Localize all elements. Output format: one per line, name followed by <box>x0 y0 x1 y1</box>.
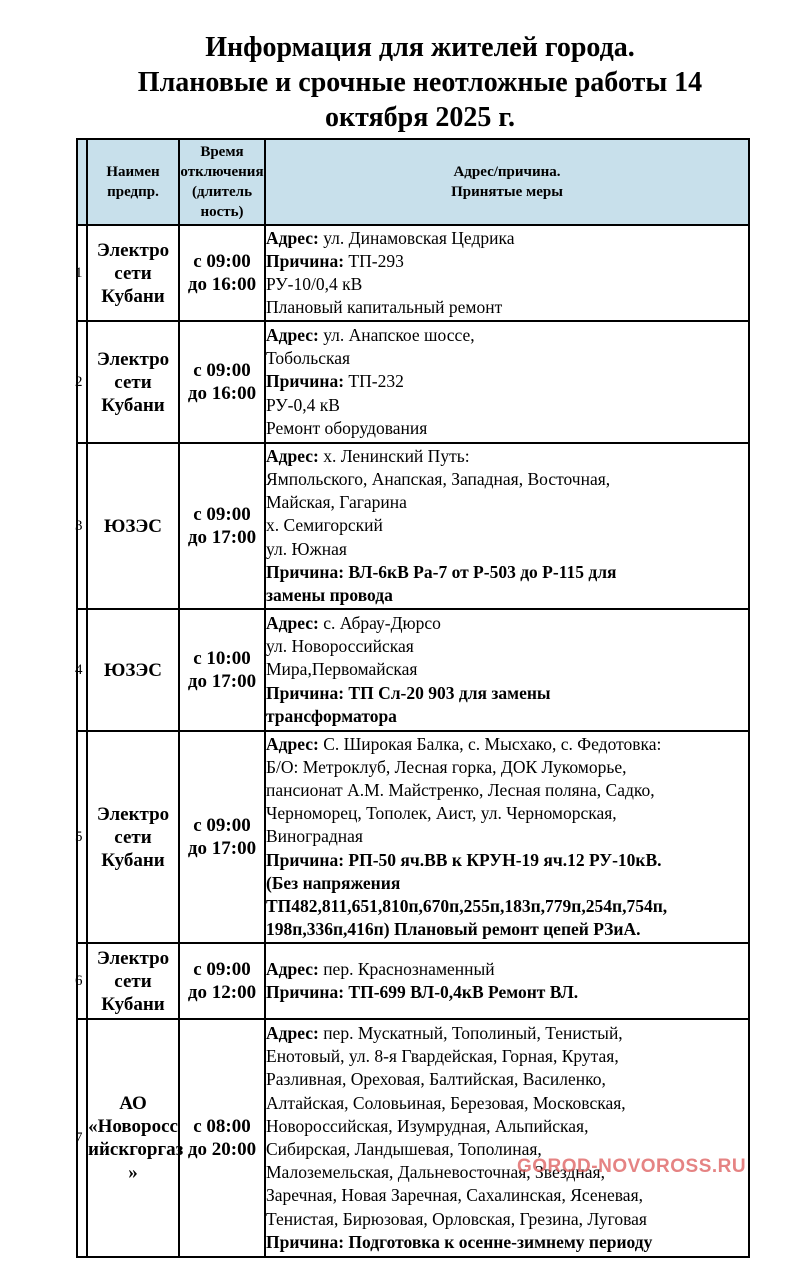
organization-name-line: Кубани <box>101 849 165 871</box>
reason-text: ТП-293 <box>348 250 404 271</box>
address-line <box>266 1092 748 1115</box>
time-to: до 17:00 <box>187 838 257 859</box>
address-line <box>266 227 748 250</box>
time-to: до 16:00 <box>187 383 257 404</box>
title-line-3: октября 2025 г. <box>325 102 515 133</box>
header-address <box>265 139 749 225</box>
reason-text: трансформатора <box>266 705 397 726</box>
reason-line <box>266 682 748 705</box>
header-time-line: (длитель <box>191 184 252 200</box>
reason-text: замены провода <box>266 585 393 605</box>
address-cell <box>265 443 749 609</box>
time-from: с 08:00 <box>193 1116 251 1137</box>
address-text: с. Абрау-Дюрсо <box>323 612 441 633</box>
address-line <box>266 491 748 514</box>
address-cell <box>265 731 749 943</box>
organization-cell <box>87 1019 184 1257</box>
time-from: с 09:00 <box>193 504 251 525</box>
organization-name-line: » <box>128 1162 138 1183</box>
table-body <box>77 225 749 1257</box>
reason-line <box>266 561 748 584</box>
time-from: с 09:00 <box>193 251 251 272</box>
address-line <box>266 468 748 491</box>
time-cell <box>179 321 265 443</box>
address-text: Б/О: Метроклуб, Лесная горка, ДОК Лукоморье, <box>266 756 627 777</box>
address-text: ул. Анапское шоссе, <box>323 324 475 345</box>
reason-line <box>266 1231 748 1254</box>
organization-name-line: Электро <box>96 239 170 261</box>
table-row <box>77 1019 749 1257</box>
address-line <box>266 1022 748 1045</box>
organization-name-line: Электро <box>96 348 170 370</box>
reason-label: Причина: <box>266 250 345 271</box>
address-text: пер. Мускатный, Тополиный, Тенистый, <box>323 1022 623 1043</box>
address-text: ул. Динамовская Цедрика <box>323 227 515 248</box>
address-line <box>266 658 748 681</box>
row-number-text: 7 <box>75 1129 83 1146</box>
table-row <box>77 443 749 609</box>
time-to: до 16:00 <box>187 274 257 295</box>
organization-name-line: Кубани <box>101 993 165 1015</box>
row-number-text: 3 <box>75 517 83 534</box>
organization-cell <box>87 321 179 443</box>
organization-name-line: АО <box>119 1093 147 1114</box>
address-text: пансионат А.М. Майстренко, Лесная поляна, Садко, <box>266 779 655 800</box>
time-cell <box>179 225 265 321</box>
reason-line <box>266 584 748 607</box>
header-org-line: Наимен <box>106 164 160 180</box>
reason-line <box>266 918 748 941</box>
reason-line <box>266 895 748 918</box>
reason-label: Причина: <box>266 982 345 1002</box>
address-label: Адрес: <box>266 612 319 633</box>
header-address-line: Принятые меры <box>451 184 563 200</box>
time-to: до 17:00 <box>187 527 257 548</box>
reason-line <box>266 981 748 1004</box>
address-cell <box>265 609 749 731</box>
time-to: до 17:00 <box>187 671 257 692</box>
address-line <box>266 779 748 802</box>
reason-text: ТП Сл-20 903 для замены <box>348 682 551 703</box>
header-num <box>77 139 87 225</box>
address-line <box>266 514 748 537</box>
address-line <box>266 958 748 981</box>
address-cell <box>265 943 749 1019</box>
reason-text: ТП-699 ВЛ-0,4кВ Ремонт ВЛ. <box>348 982 579 1002</box>
table-header-row <box>77 139 749 225</box>
reason-line <box>266 872 748 895</box>
address-text: Алтайская, Соловьиная, Березовая, Московская, <box>266 1092 626 1113</box>
organization-cell <box>87 731 179 943</box>
header-address-line: Адрес/причина. <box>453 164 561 180</box>
address-line <box>266 756 748 779</box>
reason-text: ТП-232 <box>348 371 404 392</box>
address-line <box>266 825 748 848</box>
address-line <box>266 1068 748 1091</box>
address-text: Тенистая, Бирюзовая, Орловская, Грезина, Луговая <box>266 1208 647 1229</box>
time-cell <box>179 943 265 1019</box>
address-text: Сибирская, Ландышевая, Тополиная, <box>266 1139 542 1159</box>
row-number <box>77 225 87 321</box>
measures-line: РУ-10/0,4 кВ <box>266 274 363 294</box>
address-text: Тобольская <box>266 348 351 369</box>
address-cell <box>265 225 749 321</box>
organization-cell <box>87 443 179 609</box>
address-label: Адрес: <box>266 445 319 466</box>
reason-text: ВЛ-6кВ Ра-7 от Р-503 до Р-115 для <box>348 561 617 582</box>
address-text: Мира,Первомайская <box>266 659 418 680</box>
organization-name-line: ийскгоргаз <box>88 1139 184 1160</box>
address-line <box>266 324 748 347</box>
organization-name-line: сети <box>114 371 152 393</box>
organization-name-line: сети <box>114 970 152 992</box>
reason-text: РП-50 яч.ВВ к КРУН-19 яч.12 РУ-10кВ. <box>348 849 662 870</box>
reason-label: Причина: <box>266 849 345 870</box>
address-cell <box>265 1019 749 1257</box>
time-from: с 10:00 <box>193 648 251 669</box>
organization-name-line: ЮЗЭС <box>103 515 163 537</box>
row-number <box>77 731 87 943</box>
time-from: с 09:00 <box>193 360 251 381</box>
table-row <box>77 943 749 1019</box>
reason-line <box>266 849 748 872</box>
organization-name-line: Кубани <box>101 394 165 416</box>
address-line <box>266 1115 748 1138</box>
address-line <box>266 1138 748 1161</box>
address-text: Разливная, Ореховая, Балтийская, Василенко, <box>266 1069 606 1090</box>
time-to: до 12:00 <box>187 982 257 1003</box>
address-cell <box>265 321 749 443</box>
outage-table <box>76 138 750 1258</box>
reason-line <box>266 250 748 273</box>
reason-text: Подготовка к осенне-зимнему периоду <box>348 1231 653 1252</box>
reason-text: ТП482,811,651,810п,670п,255п,183п,779п,254п,754п, <box>266 896 668 916</box>
time-to: до 20:00 <box>187 1139 257 1160</box>
address-text: Енотовый, ул. 8-я Гвардейская, Горная, Крутая, <box>266 1046 619 1067</box>
page-title <box>60 30 780 135</box>
time-from: с 09:00 <box>193 959 251 980</box>
measures-line: Ремонт оборудования <box>266 417 428 438</box>
organization-name-line: «Новоросс <box>88 1116 178 1137</box>
header-time-line: ность) <box>200 204 244 220</box>
organization-name-line: сети <box>114 262 152 284</box>
table-row <box>77 731 749 943</box>
row-number-text: 1 <box>75 264 83 281</box>
header-time-line: Время <box>200 144 244 160</box>
time-cell <box>179 731 265 943</box>
address-text: пер. Краснознаменный <box>323 958 495 979</box>
table-row <box>77 609 749 731</box>
reason-label: Причина: <box>266 561 345 582</box>
row-number <box>77 443 87 609</box>
reason-label: Причина: <box>266 682 345 703</box>
address-line <box>266 538 748 561</box>
row-number <box>77 1019 87 1257</box>
address-text: Заречная, Новая Заречная, Сахалинская, Ясеневая, <box>266 1185 644 1206</box>
time-from: с 09:00 <box>193 815 251 836</box>
header-org <box>87 139 179 225</box>
row-number-text: 4 <box>75 661 83 678</box>
address-line <box>266 1045 748 1068</box>
organization-name-line: Электро <box>96 947 170 969</box>
reason-label: Причина: <box>266 1231 345 1252</box>
reason-text: 198п,336п,416п) Плановый ремонт цепей РЗиА. <box>266 919 641 940</box>
time-cell <box>179 1019 265 1257</box>
address-text: Ямпольского, Анапская, Западная, Восточная, <box>266 468 611 489</box>
address-text: ул. Новороссийская <box>266 636 414 657</box>
reason-text: (Без напряжения <box>266 872 401 893</box>
address-label: Адрес: <box>266 324 319 345</box>
reason-line <box>266 705 748 728</box>
header-org-line: предпр. <box>107 184 159 200</box>
header-time-line: отключения <box>180 164 264 180</box>
address-line <box>266 802 748 825</box>
title-line-1: Информация для жителей города. <box>205 32 635 63</box>
row-number <box>77 321 87 443</box>
organization-cell <box>87 225 179 321</box>
address-line <box>266 445 748 468</box>
organization-name-line: ЮЗЭС <box>103 659 163 681</box>
organization-name-line: Электро <box>96 803 170 825</box>
address-text: Новороссийская, Изумрудная, Альпийская, <box>266 1115 589 1136</box>
reason-line <box>266 370 748 393</box>
address-text: Малоземельская, Дальневосточная, Звездная, <box>266 1162 605 1183</box>
organization-name-line: Кубани <box>101 285 165 307</box>
address-label: Адрес: <box>266 958 319 979</box>
reason-label: Причина: <box>266 371 345 392</box>
table-row <box>77 321 749 443</box>
row-number-text: 6 <box>75 972 83 989</box>
address-line <box>266 1208 748 1231</box>
time-cell <box>179 609 265 731</box>
row-number <box>77 943 87 1019</box>
address-text: С. Широкая Балка, с. Мысхако, с. Федотовка: <box>323 733 662 754</box>
measures-line: РУ-0,4 кВ <box>266 394 340 415</box>
title-line-2: Плановые и срочные неотложные работы 14 <box>137 67 703 98</box>
address-text: Виноградная <box>266 826 363 847</box>
address-text: х. Семигорский <box>266 515 383 536</box>
address-label: Адрес: <box>266 733 319 754</box>
watermark: GOROD-NOVOROSS.RU <box>517 1156 747 1177</box>
header-time <box>179 139 265 225</box>
row-number-text: 5 <box>75 828 83 845</box>
address-text: Майская, Гагарина <box>266 492 407 513</box>
address-text: х. Ленинский Путь: <box>323 445 470 466</box>
address-text: Черноморец, Тополек, Аист, ул. Черноморская, <box>266 803 617 824</box>
time-cell <box>179 443 265 609</box>
measures-line: Плановый капитальный ремонт <box>266 297 503 318</box>
address-line <box>266 1161 748 1184</box>
row-number <box>77 609 87 731</box>
address-label: Адрес: <box>266 1022 319 1043</box>
address-line <box>266 635 748 658</box>
table-row <box>77 225 749 321</box>
address-line <box>266 1184 748 1207</box>
address-line <box>266 347 748 370</box>
address-text: ул. Южная <box>266 538 347 559</box>
address-line <box>266 612 748 635</box>
address-line <box>266 733 748 756</box>
address-label: Адрес: <box>266 227 319 248</box>
organization-name-line: сети <box>114 826 152 848</box>
organization-cell <box>87 609 179 731</box>
row-number-text: 2 <box>75 373 83 390</box>
organization-cell <box>87 943 179 1019</box>
